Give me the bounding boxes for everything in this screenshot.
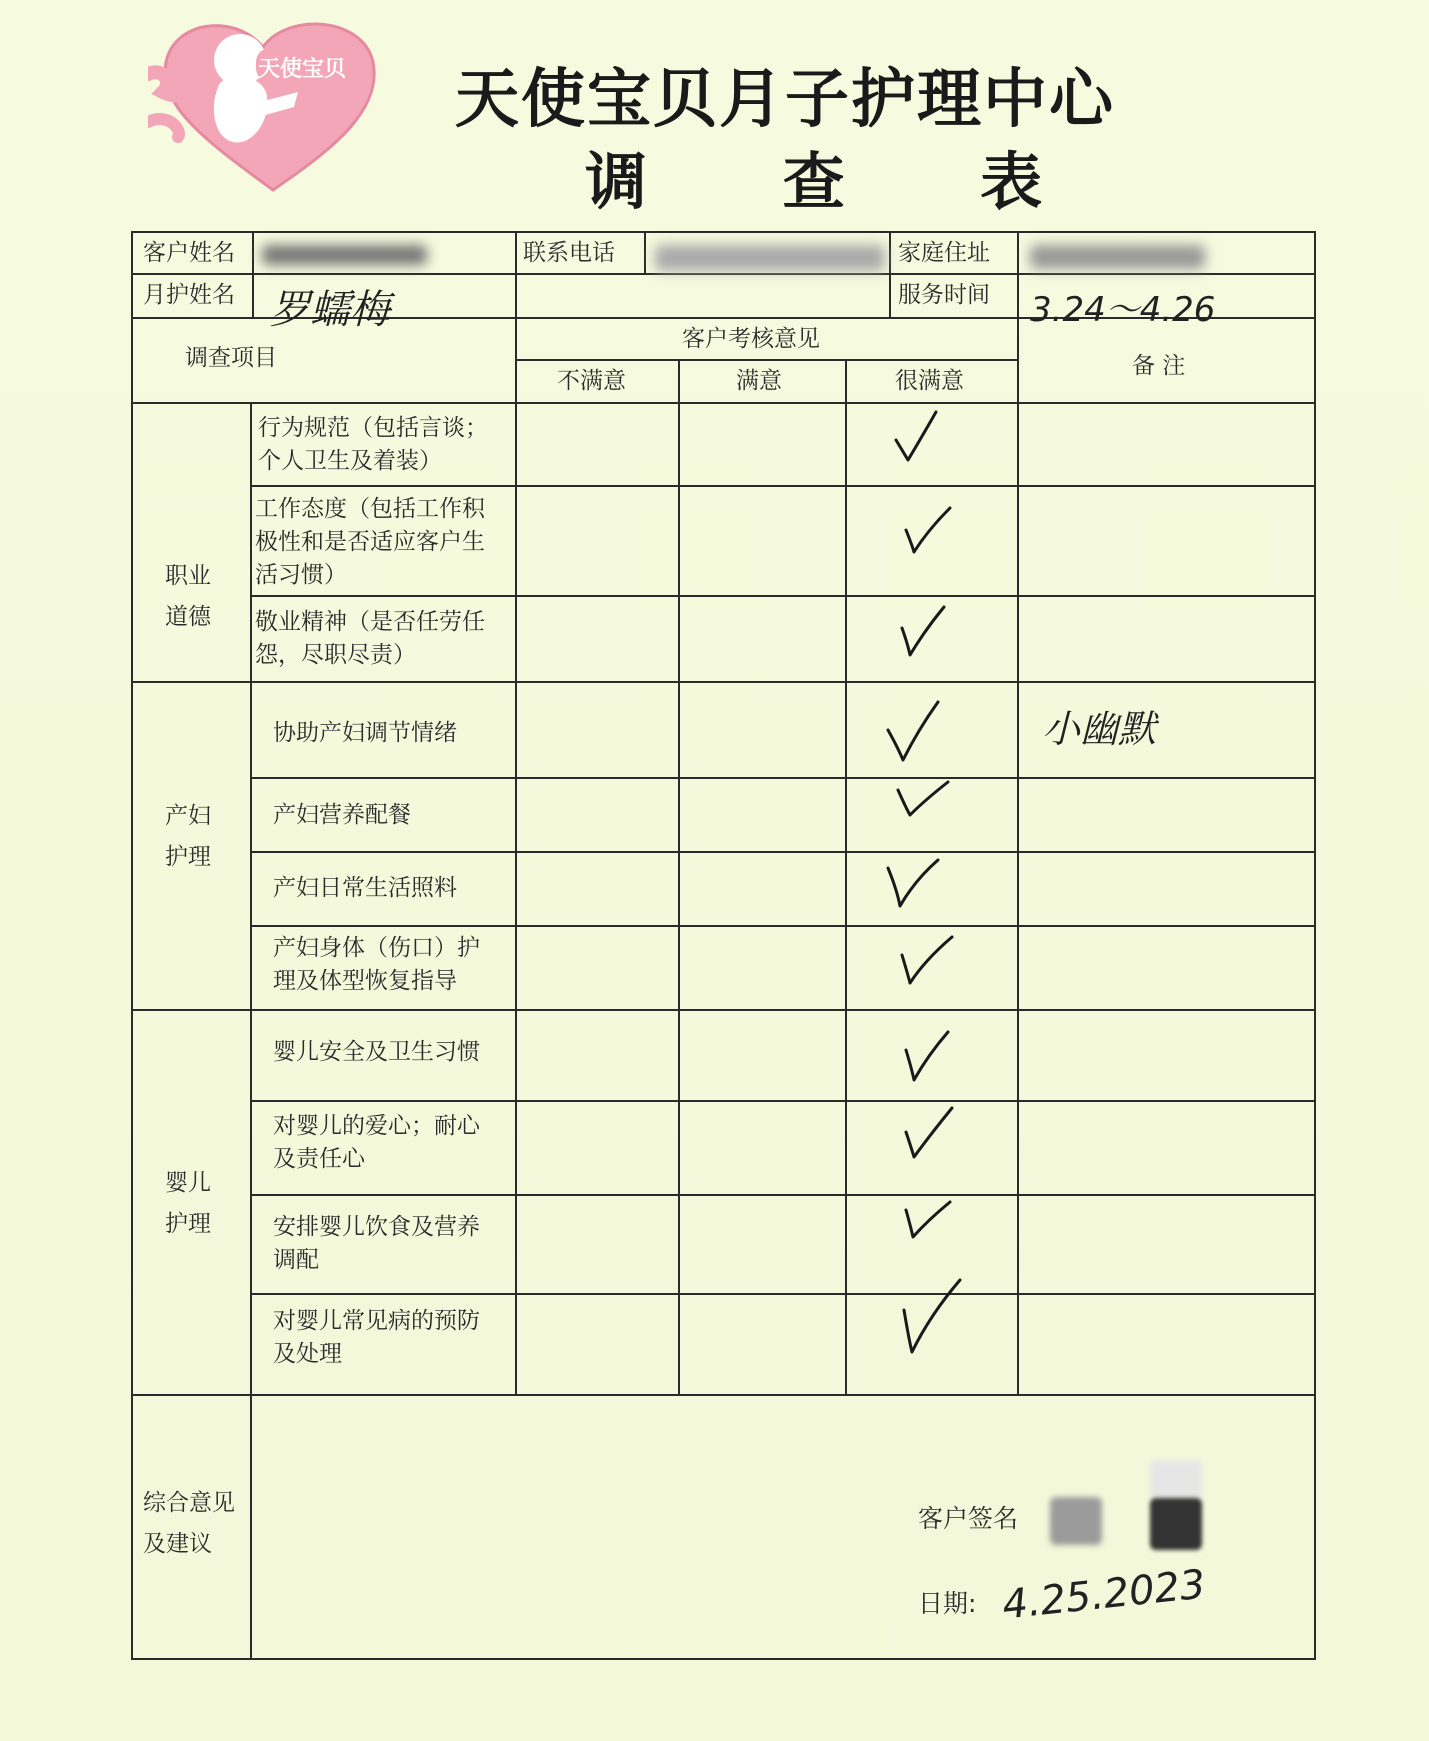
phone-label: 联系电话: [523, 240, 615, 266]
item-recovery-line1: 产妇身体（伤口）护: [273, 935, 480, 961]
very-satisfied-header: 很满意: [895, 368, 964, 394]
section-ethics-label-1: 职业: [165, 563, 211, 589]
section-ethics-label-2: 道德: [165, 604, 211, 630]
service-time-label: 服务时间: [898, 282, 990, 308]
opinion-column-header: 客户考核意见: [682, 326, 820, 352]
item-attitude-line2: 极性和是否适应客户生: [255, 529, 485, 555]
page-title: 天使宝贝月子护理中心: [455, 63, 1115, 137]
signature-redacted-a: [1050, 1497, 1102, 1545]
logo-text: 天使宝贝: [258, 57, 347, 82]
checkmark-icon: [896, 412, 936, 460]
item-infant-illness-line2: 及处理: [273, 1341, 342, 1367]
checkmark-icon: [902, 937, 952, 983]
checkmark-icon: [902, 607, 944, 655]
checkmark-icon: [898, 782, 948, 815]
overall-label-line2: 及建议: [143, 1531, 212, 1557]
customer-name-label: 客户姓名: [143, 240, 235, 266]
item-column-header: 调查项目: [185, 345, 277, 371]
checkmark-icon: [906, 508, 950, 552]
item-infant-illness-line1: 对婴儿常见病的预防: [273, 1308, 480, 1334]
item-dedication-line2: 怨，尽职尽责）: [255, 642, 416, 668]
checkmark-icon: [906, 1032, 948, 1080]
checkmark-icon: [888, 860, 938, 906]
nurse-name-label: 月护姓名: [143, 282, 235, 308]
item-infant-love-line2: 及责任心: [273, 1146, 365, 1172]
item-infant-diet-line2: 调配: [273, 1247, 319, 1273]
item-recovery-line2: 理及体型恢复指导: [273, 968, 457, 994]
item-attitude-line3: 活习惯）: [255, 562, 347, 588]
item-infant-diet-line1: 安排婴儿饮食及营养: [273, 1214, 480, 1240]
signature-redacted-c: [1150, 1498, 1202, 1550]
section-maternal-label-2: 护理: [165, 844, 211, 870]
checkmark-icon: [904, 1280, 960, 1352]
checkmark-icon: [906, 1108, 952, 1157]
item-conduct-line1: 行为规范（包括言谈；: [258, 415, 488, 441]
signature-redacted-b: [1150, 1460, 1202, 1500]
section-infant-label-1: 婴儿: [165, 1170, 211, 1196]
satisfied-header: 满意: [736, 368, 782, 394]
date-handwritten: 4.25.2023: [1000, 1561, 1208, 1629]
date-label: 日期:: [918, 1589, 977, 1618]
item-daily-care: 产妇日常生活照料: [273, 875, 457, 901]
checkmark-icon: [888, 702, 938, 760]
remark-humor-handwritten: 小幽默: [1042, 707, 1157, 751]
item-dedication-line1: 敬业精神（是否任劳任: [255, 609, 485, 635]
remarks-header: 备 注: [1132, 353, 1186, 379]
item-infant-love-line1: 对婴儿的爱心；耐心: [273, 1113, 480, 1139]
page-subtitle: 调 查 表: [585, 145, 1081, 218]
service-time-handwritten: 3.24～4.26: [1030, 290, 1216, 330]
item-emotion: 协助产妇调节情绪: [273, 720, 457, 746]
item-infant-safety: 婴儿安全及卫生习惯: [273, 1039, 480, 1065]
address-label: 家庭住址: [898, 240, 990, 266]
nurse-name-handwritten: 罗蠕梅: [270, 287, 390, 333]
item-conduct-line2: 个人卫生及着装）: [258, 448, 442, 474]
checkmark-icon: [906, 1202, 950, 1237]
item-nutrition: 产妇营养配餐: [273, 802, 411, 828]
signature-label: 客户签名: [918, 1504, 1019, 1533]
unsatisfied-header: 不满意: [557, 368, 626, 394]
item-attitude-line1: 工作态度（包括工作积: [255, 496, 485, 522]
section-maternal-label-1: 产妇: [165, 803, 211, 829]
overall-label-line1: 综合意见: [143, 1490, 235, 1516]
section-infant-label-2: 护理: [165, 1211, 211, 1237]
